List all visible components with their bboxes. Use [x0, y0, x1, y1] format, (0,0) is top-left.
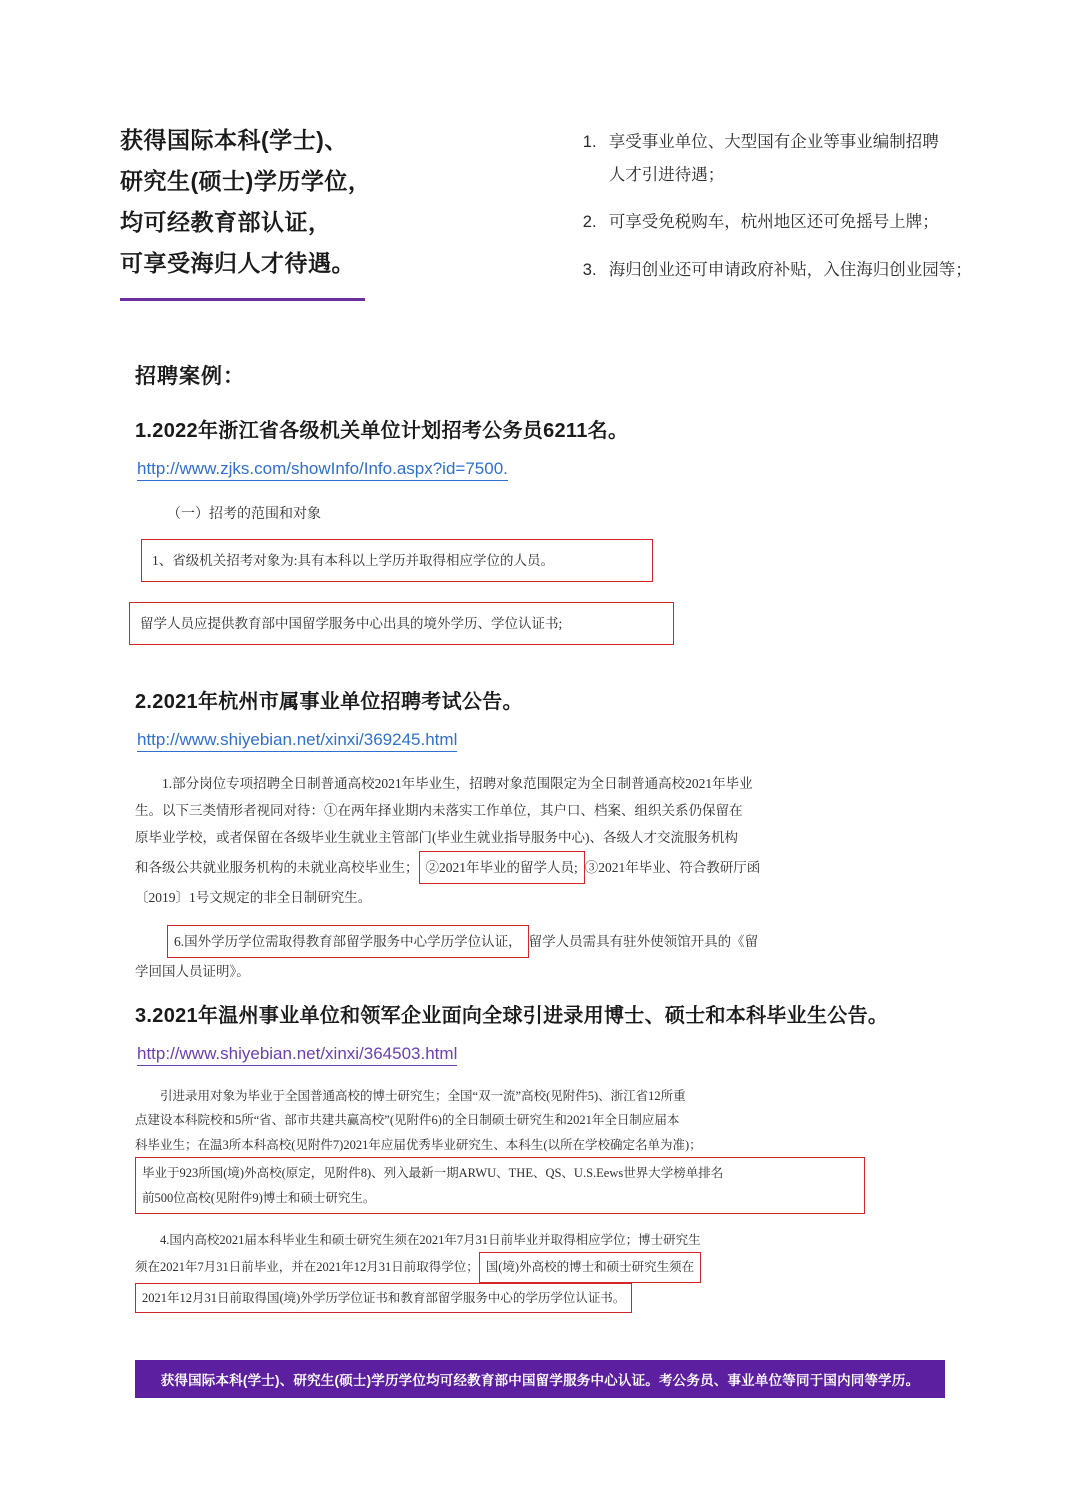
- case-2-para2-post: 留学人员需具有驻外使领馆开具的《留: [528, 934, 759, 949]
- case-2: [135, 685, 990, 985]
- benefit-number: 1.: [582, 133, 597, 151]
- footer-banner: 获得国际本科(学士)、研究生(硕士)学历学位均可经教育部中国留学服务中心认证。考公务员、事业单位等同于国内同等学历。: [135, 1360, 945, 1398]
- headline-block: [120, 120, 448, 301]
- case-3-para2-line-2-pre: 须在2021年7月31日前毕业，并在2021年12月31日前取得学位；: [135, 1260, 479, 1275]
- case-1-excerpt: [135, 539, 990, 645]
- case-3-para2-line-3: [135, 1283, 990, 1313]
- case-1-link[interactable]: http://www.zjks.com/showInfo/Info.aspx?id=7500.: [137, 459, 508, 481]
- case-3-para1-line-2: 点建设本科院校和5所“省、部市共建共赢高校”(见附件6)的全日制硕士研究生和2021年全日制应届本: [135, 1113, 680, 1128]
- case-2-para2-line-1: [167, 925, 990, 958]
- case-2-para2-line-2: 学回国人员证明》。: [135, 964, 250, 979]
- case-3-highlight-box-1: [135, 1157, 865, 1214]
- cases-label: 招聘案例：: [135, 365, 245, 388]
- case-3-excerpt: [135, 1084, 990, 1313]
- benefit-text: 可享受免税购车，杭州地区还可免摇号上牌；: [608, 213, 939, 232]
- case-1-highlight-box-1: 1、省级机关招考对象为:具有本科以上学历并取得相应学位的人员。: [141, 539, 653, 582]
- headline-underline-rule: [120, 298, 365, 301]
- case-3-title: 3.2021年温州事业单位和领军企业面向全球引进录用博士、硕士和本科毕业生公告。: [135, 1005, 889, 1027]
- case-2-para-line-4-post: ③2021年毕业、符合教研厅函: [584, 860, 761, 875]
- headline-line-3: 均可经教育部认证，: [120, 208, 332, 235]
- case-3-box1-line-1: 毕业于923所国(境)外高校(原定，见附件8)、列入最新一期ARWU、THE、QS、U.S.Eews世界大学榜单排名: [142, 1166, 724, 1181]
- headline-line-4: 可享受海归人才待遇。: [120, 249, 355, 276]
- case-3: [135, 999, 990, 1313]
- case-3-para1-line-3: 科毕业生；在温3所本科高校(见附件7)2021年应届优秀毕业研究生、本科生(以所在学校确定名单为准)；: [135, 1137, 702, 1152]
- case-2-highlight-box-2: 6.国外学历学位需取得教育部留学服务中心学历学位认证，: [167, 925, 529, 958]
- case-1: [135, 414, 990, 645]
- case-2-excerpt: [135, 770, 990, 985]
- headline-line-1: 获得国际本科(学士)、: [120, 127, 348, 153]
- benefit-text-line2: 人才引进待遇；: [608, 165, 725, 184]
- case-2-para-line-1: 1.部分岗位专项招聘全日制普通高校2021年毕业生，招聘对象范围限定为全日制普通高校2021年毕业: [162, 776, 753, 791]
- recruitment-cases-section: [135, 360, 990, 1313]
- case-2-para-line-5: 〔2019〕1号文规定的非全日制研究生。: [135, 890, 372, 905]
- case-3-para1-line-1: 引进录用对象为毕业于全国普通高校的博士研究生；全国“双一流”高校(见附件5)、浙江省12所重: [160, 1089, 686, 1103]
- case-2-link[interactable]: http://www.shiyebian.net/xinxi/369245.html: [137, 730, 457, 752]
- case-1-subhead: （一）招考的范围和对象: [167, 507, 321, 522]
- case-3-highlight-box-2: 国(境)外高校的博士和硕士研究生须在: [479, 1252, 701, 1282]
- list-item: [583, 258, 1000, 284]
- case-2-para-line-4-pre: 和各级公共就业服务机构的未就业高校毕业生；: [135, 860, 419, 875]
- case-3-link[interactable]: http://www.shiyebian.net/xinxi/364503.html: [137, 1044, 457, 1066]
- case-1-highlight-box-2: 留学人员应提供教育部中国留学服务中心出具的境外学历、学位认证书;: [129, 602, 674, 645]
- benefit-number: 3.: [582, 260, 597, 279]
- top-section: [120, 120, 1000, 305]
- case-3-highlight-box-3: 2021年12月31日前取得国(境)外学历学位证书和教育部留学服务中心的学历学位认证书。: [135, 1283, 632, 1313]
- benefit-text: 海归创业还可申请政府补贴，入住海归创业园等；: [608, 260, 972, 279]
- benefit-text-line1: 享受事业单位、大型国有企业等事业编制招聘: [608, 133, 939, 151]
- case-2-para-line-4: [135, 851, 990, 884]
- case-2-highlight-box-1: ②2021年毕业的留学人员;: [419, 851, 585, 884]
- benefits-list: [583, 120, 1000, 305]
- list-item: [583, 210, 1000, 236]
- case-3-para2-line-2: [135, 1252, 990, 1282]
- case-2-para-line-2: 生。以下三类情形者视同对待：①在两年择业期内未落实工作单位，其户口、档案、组织关系仍保留在: [135, 803, 743, 818]
- case-3-para2-line-1: 4.国内高校2021届本科毕业生和硕士研究生须在2021年7月31日前毕业并取得相应学位；博士研究生: [160, 1232, 701, 1247]
- case-2-para-line-3: 原毕业学校，或者保留在各级毕业生就业主管部门(毕业生就业指导服务中心)、各级人才交流服务机构: [135, 830, 738, 845]
- list-item: [583, 130, 1000, 188]
- case-1-title: 1.2022年浙江省各级机关单位计划招考公务员6211名。: [135, 420, 629, 442]
- benefit-number: 2.: [582, 213, 597, 232]
- case-2-title: 2.2021年杭州市属事业单位招聘考试公告。: [135, 691, 523, 713]
- case-3-box1-line-2: 前500位高校(见附件9)博士和硕士研究生。: [142, 1190, 376, 1205]
- benefit-text: [609, 130, 1000, 188]
- headline-line-2: 研究生(硕士)学历学位，: [120, 167, 372, 194]
